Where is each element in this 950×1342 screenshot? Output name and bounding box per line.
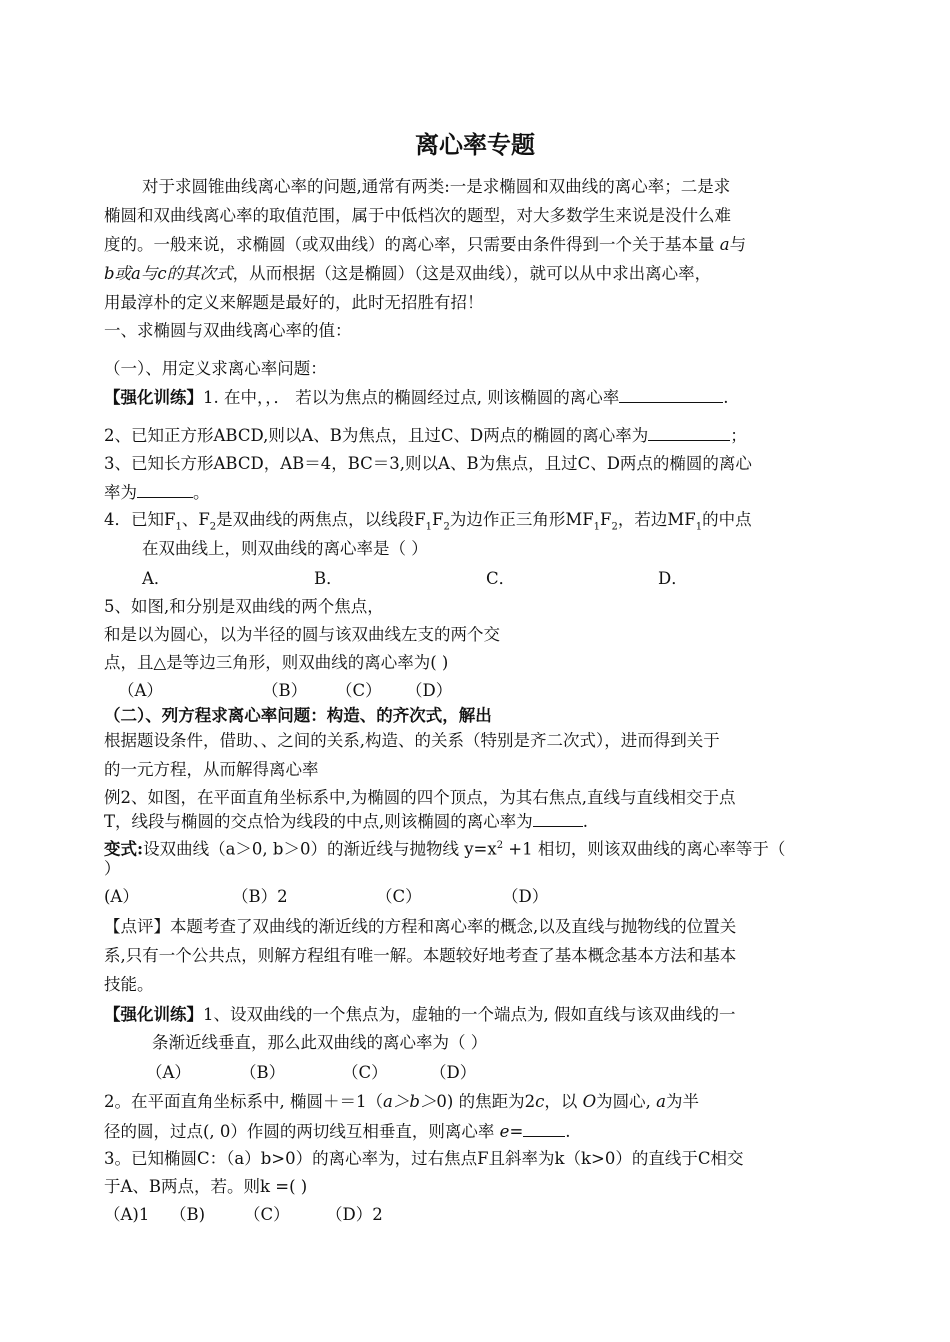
intro-italic: a (719, 235, 730, 254)
variant-tag: 变式: (104, 839, 144, 859)
option-c: （C） (244, 1205, 290, 1224)
problem-text: F (431, 510, 444, 529)
problem-italic: O (582, 1092, 597, 1111)
subsection-heading-1: （一）、用定义求离心率问题： (104, 359, 327, 378)
option-a: (A） (104, 887, 139, 906)
subscript: 2 (611, 521, 618, 533)
intro-text: 度的。一般来说，求椭圆（或双曲线）的离心率，只需要由条件得到一个关于基本量 (104, 235, 720, 254)
problem-text: +1 相切，则该双曲线的离心率等于（ (503, 839, 786, 859)
option-b: B． (314, 569, 343, 588)
option-b: （B） (262, 681, 308, 700)
subsection-2-text-2: 的一元方程，从而解得离心率 (104, 760, 319, 779)
problem-italic: a (656, 1092, 666, 1111)
problem-text: 为圆心, (596, 1092, 657, 1111)
subscript: 1 (593, 521, 601, 533)
training-2-line-2 (104, 1120, 571, 1143)
intro-line-5: 用最淳朴的定义来解题是最好的，此时无招胜有招！ (104, 293, 484, 312)
problem-3-line-1: 3、已知长方形ABCD，AB＝4，BC＝3,则以A、B为焦点，且过C、D两点的椭圆的离心 (104, 454, 752, 473)
problem-text: 率为 (104, 483, 137, 502)
training-1-line-1 (104, 1004, 736, 1026)
problem-text: 。 (193, 483, 210, 502)
problem-text: 1、设双曲线的一个焦点为，虚轴的一个端点为, 假如直线与该双曲线的一 (203, 1005, 736, 1024)
problem-text: = (509, 1122, 524, 1141)
problem-4-line-1 (104, 509, 752, 538)
problem-text: 2。在平面直角坐标系中, 椭圆＋＝1（ (104, 1092, 383, 1111)
option-d: D． (658, 569, 688, 588)
problem-text: ； (730, 426, 747, 445)
option-b: （B） (240, 1063, 286, 1082)
problem-4-line-2: 在双曲线上，则双曲线的离心率是（ ） (142, 539, 428, 558)
answer-blank (533, 810, 583, 827)
problem-text: ，若边MF (617, 510, 696, 529)
subscript: 2 (443, 521, 450, 533)
problem-italic: a＞b＞ (383, 1092, 437, 1111)
subsection-2-text-1: 根据题设条件，借助、、之间的关系,构造、的关系（特别是齐二次式），进而得到关于 (104, 731, 720, 750)
answer-blank (523, 1120, 565, 1137)
variant-line-1 (104, 835, 785, 861)
problem-5-line-3: 点，且△是等边三角形，则双曲线的离心率为( ) (104, 653, 449, 672)
training-3-line-2: 于A、B两点，若。则k =( ) (104, 1177, 308, 1196)
option-c: （C） (336, 681, 382, 700)
intro-line-3 (104, 234, 746, 256)
intro-text: ，从而根据（这是椭圆）（这是双曲线），就可以从中求出离心率， (232, 264, 712, 283)
example-2-line-1: 例2、如图，在平面直角坐标系中,为椭圆的四个顶点，为其右焦点,直线与直线相交于点 (104, 788, 736, 807)
problem-text: 4．已知F (104, 510, 176, 529)
problem-text: 、F (181, 510, 210, 529)
option-a: （A)1 (104, 1205, 150, 1224)
option-c: C． (486, 569, 516, 588)
answer-blank (137, 481, 193, 498)
problem-2 (104, 424, 747, 447)
problem-text: . (582, 812, 589, 831)
training-tag: 【强化训练】 (104, 388, 203, 407)
problem-text: 径的圆，过点(, 0）作圆的两切线互相垂直，则离心率 (104, 1122, 500, 1141)
option-d: （D） (430, 1063, 477, 1082)
training-1-line-2: 条渐近线垂直，那么此双曲线的离心率为（ ） (152, 1033, 488, 1052)
subsection-heading-2: （二）、列方程求离心率问题：构造、的齐次式，解出 (104, 706, 492, 725)
example-2-line-2 (104, 810, 588, 833)
option-a: （A） (146, 1063, 191, 1082)
intro-line-1: 对于求圆锥曲线离心率的问题,通常有两类:一是求椭圆和双曲线的离心率；二是求 (142, 177, 731, 196)
variant-line-2: ） (104, 859, 121, 878)
comment-line-3: 技能。 (104, 975, 154, 994)
problem-italic: c (535, 1092, 545, 1111)
option-a: A． (142, 569, 171, 588)
option-b: （B）2 (232, 887, 288, 906)
problem-text: ，以 (544, 1092, 583, 1111)
problem-text: 2、已知正方形ABCD,则以A、B为焦点，且过C、D两点的椭圆的离心率为 (104, 426, 649, 445)
intro-italic: b或a与c的其次式 (104, 264, 233, 283)
option-d: （D） (502, 887, 549, 906)
problem-text: 是双曲线的两焦点，以线段F (216, 510, 426, 529)
superscript: 2 (496, 840, 504, 851)
problem-text: 为半 (665, 1092, 699, 1111)
page-title: 离心率专题 (415, 130, 535, 159)
option-d: （D） (406, 681, 453, 700)
problem-5-line-2: 和是以为圆心，以为半径的圆与该双曲线左支的两个交 (104, 625, 500, 644)
option-c: （C） (342, 1063, 388, 1082)
subscript: 1 (175, 521, 182, 533)
problem-text: . (565, 1122, 571, 1141)
problem-text: T，线段与椭圆的交点恰为线段的中点,则该椭圆的离心率为 (104, 812, 533, 831)
problem-italic: e (499, 1122, 510, 1141)
comment-tag: 【点评】 (104, 917, 170, 936)
option-a: （A） (118, 681, 163, 700)
training-2-line-1 (104, 1091, 699, 1113)
problem-text: F (600, 510, 612, 529)
intro-line-2: 椭圆和双曲线离心率的取值范围，属于中低档次的题型，对大多数学生来说是没什么难 (104, 206, 731, 225)
comment-text: 本题考查了双曲线的渐近线的方程和离心率的概念,以及直线与抛物线的位置关 (170, 917, 737, 936)
subscript: 1 (425, 521, 432, 533)
training-3-line-1: 3。已知椭圆C：（a）b>0）的离心率为，过右焦点F且斜率为k（k>0）的直线于C相交 (104, 1149, 744, 1168)
comment-line-1 (104, 916, 736, 938)
problem-3-line-2 (104, 481, 210, 504)
problem-text: 0) 的焦距为2 (436, 1092, 536, 1111)
training-tag: 【强化训练】 (104, 1005, 203, 1024)
section-heading-1: 一、求椭圆与双曲线离心率的值： (104, 321, 352, 340)
answer-blank (619, 386, 723, 403)
problem-text: 1. 在中，，． 若以为焦点的椭圆经过点, 则该椭圆的离心率 (203, 388, 620, 407)
comment-line-2: 系,只有一个公共点，则解方程组有唯一解。本题较好地考查了基本概念基本方法和基本 (104, 946, 737, 965)
option-c: （C） (376, 887, 422, 906)
problem-1 (104, 386, 728, 409)
option-b: （B) (170, 1205, 206, 1224)
intro-text: 与 (729, 235, 747, 254)
problem-5-line-1: 5、如图,和分别是双曲线的两个焦点， (104, 597, 384, 616)
problem-text: 为边作正三角形MF (449, 510, 594, 529)
answer-blank (648, 424, 730, 441)
intro-line-4 (104, 263, 711, 285)
subscript: 1 (695, 521, 703, 533)
problem-text: . (723, 388, 729, 407)
subscript: 2 (209, 521, 217, 533)
problem-text: 设双曲线（a＞0, b＞0）的渐近线与抛物线 y=x (143, 839, 497, 859)
option-d: （D）2 (326, 1205, 383, 1224)
problem-text: 的中点 (702, 510, 752, 529)
